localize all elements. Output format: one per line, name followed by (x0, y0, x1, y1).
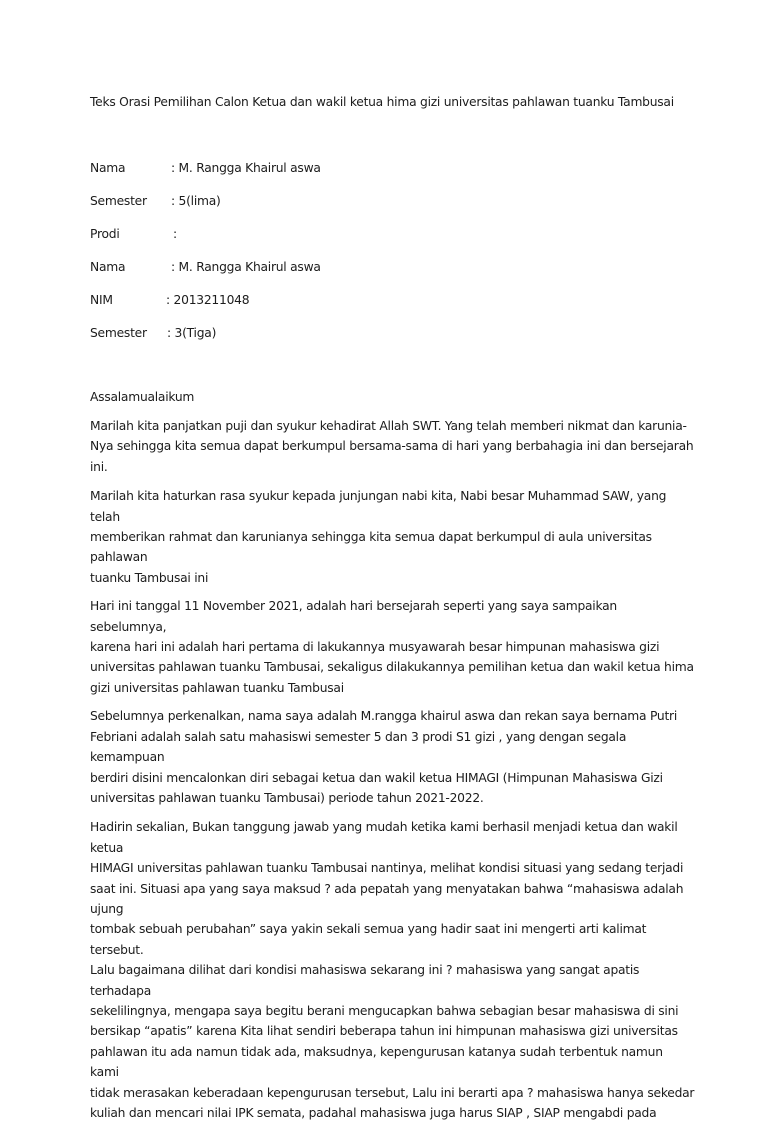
document-content (90, 93, 695, 1123)
document-title: Teks Orasi Pemilihan Calon Ketua dan wakil ketua hima gizi universitas pahlawan tuanku Tambusai (90, 95, 674, 109)
info-label: Nama (90, 260, 126, 274)
info-label: Nama (90, 161, 126, 175)
candidate-info (90, 159, 695, 357)
info-row-nama-1 (90, 159, 695, 192)
paragraph-5: Hadirin sekalian, Bukan tanggung jawab yang mudah ketika kami berhasil menjadi ketua dan wakil ketua HIMAGI universitas pahlawan tuanku Tambusai nantinya, melihat kondisi situasi yang sedang terjadi saat ini. Situasi apa yang saya maksud ? ada pepatah yang menyatakan bahwa “mahasiswa adalah ujung tombak sebuah perubahan” saya yakin sekali semua yang hadir saat ini mengerti arti kalimat tersebut. Lalu bagaimana dilihat dari kondisi mahasiswa sekarang ini ? mahasiswa yang sangat apatis terhadapa sekelilingnya, mengapa saya begitu berani mengucapkan bahwa sebagian besar mahasiswa di sini bersikap “apatis” karena Kita lihat sendiri beberapa tahun ini himpunan mahasiswa gizi universitas pahlawan itu ada namun tidak ada, maksudnya, kepengurusan katanya sudah terbentuk namun kami tidak merasakan keberadaan kepengurusan tersebut, Lalu ini berarti apa ? mahasiswa hanya sekedar kuliah dan mencari nilai IPK semata, padahal mahasiswa juga harus SIAP , SIAP mengabdi pada (90, 820, 695, 1120)
info-value: : 5(lima) (171, 194, 221, 208)
info-row-nim (90, 291, 695, 324)
info-label: Semester (90, 194, 147, 208)
info-row-nama-2 (90, 258, 695, 291)
info-value: : 3(Tiga) (167, 326, 217, 340)
info-row-semester-2 (90, 324, 695, 357)
info-value: : 2013211048 (166, 293, 250, 307)
paragraph-4: Sebelumnya perkenalkan, nama saya adalah M.rangga khairul aswa dan rekan saya bernama Putri Febriani adalah salah satu mahasiswi semester 5 dan 3 prodi S1 gizi , yang dengan segala kemampuan berdiri disini mencalonkan diri sebagai ketua dan wakil ketua HIMAGI (Himpunan Mahasiswa Gizi universitas pahlawan tuanku Tambusai) periode tahun 2021-2022. (90, 709, 678, 805)
info-value: : M. Rangga Khairul aswa (171, 260, 321, 274)
info-label: NIM (90, 293, 113, 307)
greeting: Assalamualaikum (90, 390, 195, 404)
paragraph-1: Marilah kita panjatkan puji dan syukur kehadirat Allah SWT. Yang telah memberi nikmat dan karunia- Nya sehingga kita semua dapat berkumpul bersama-sama di hari yang berbahagia ini dan bersejarah ini. (90, 419, 694, 474)
info-label: Prodi (90, 227, 120, 241)
info-row-prodi (90, 225, 695, 258)
info-value: : (173, 227, 177, 241)
info-value: : M. Rangga Khairul aswa (171, 161, 321, 175)
info-label: Semester (90, 326, 147, 340)
paragraph-2: Marilah kita haturkan rasa syukur kepada junjungan nabi kita, Nabi besar Muhammad SAW, yang telah memberikan rahmat dan karunianya sehingga kita semua dapat berkumpul di aula universitas pahlawan tuanku Tambusai ini (90, 489, 667, 585)
paragraph-3: Hari ini tanggal 11 November 2021, adalah hari bersejarah seperti yang saya sampaikan sebelumnya, karena hari ini adalah hari pertama di lakukannya musyawarah besar himpunan mahasiswa gizi universitas pahlawan tuanku Tambusai, sekaligus dilakukannya pemilihan ketua dan wakil ketua hima gizi universitas pahlawan tuanku Tambusai (90, 599, 694, 695)
info-row-semester-1 (90, 192, 695, 225)
